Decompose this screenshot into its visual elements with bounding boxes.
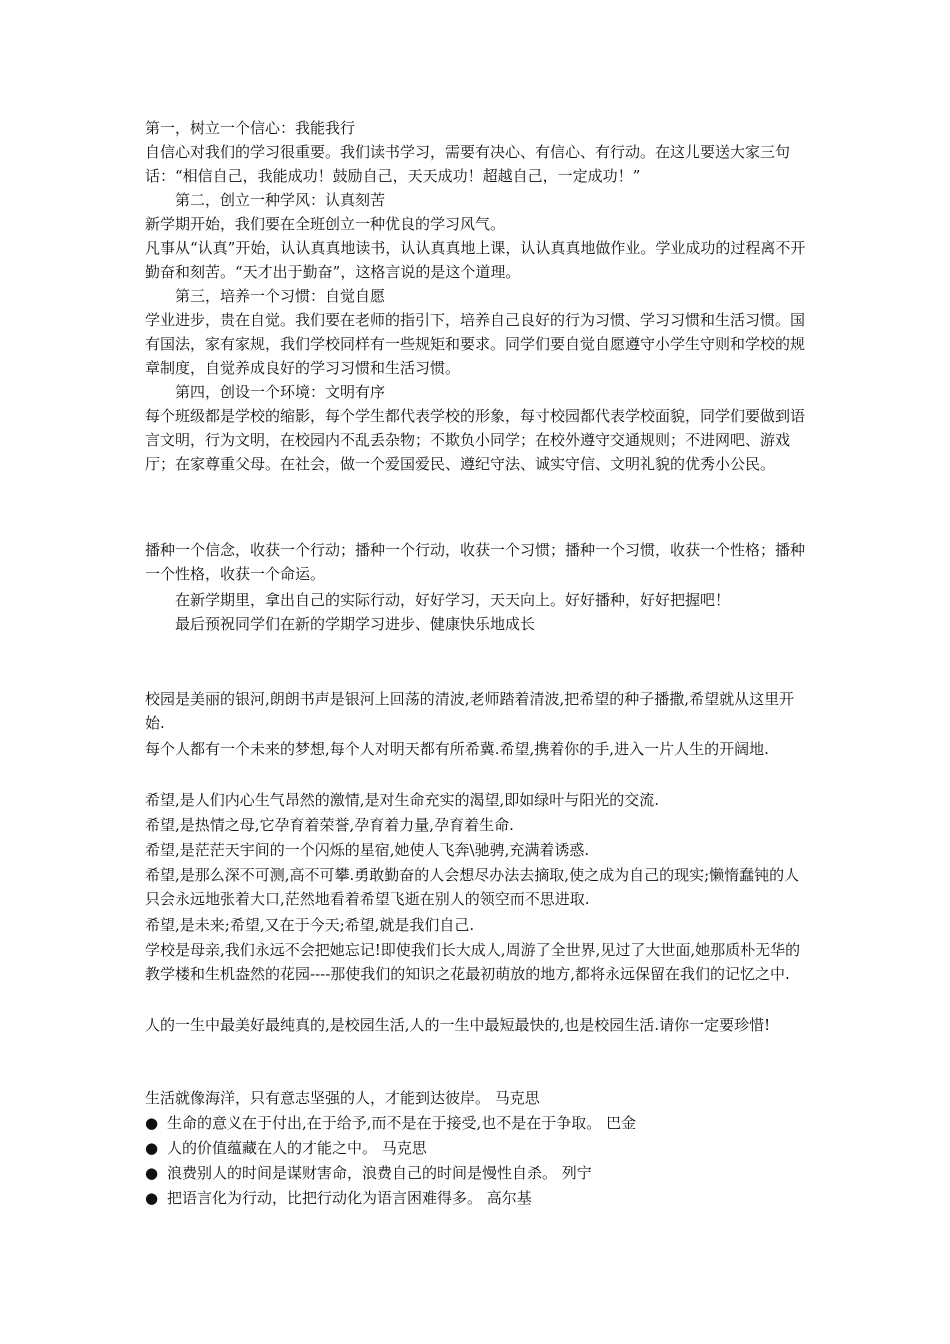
quote-intro: 生活就像海洋，只有意志坚强的人，才能到达彼岸。 马克思 xyxy=(145,1089,540,1107)
bullet-icon: ● xyxy=(145,1139,159,1157)
quote-text: 浪费别人的时间是谋财害命，浪费自己的时间是慢性自杀。 列宁 xyxy=(167,1164,592,1182)
paragraph-study-style: 凡事从“认真”开始，认认真真地读书，认认真真地上课，认认真真地做作业。学业成功的过程离不开勤奋和刻苦。“天才出于勤奋”，这格言说的是这个道理。 xyxy=(145,239,806,281)
quote-text: 人的价值蕴藏在人的才能之中。 马克思 xyxy=(167,1139,427,1157)
quote-item xyxy=(145,1186,825,1210)
paragraph-hope-passion: 希望,是人们内心生气昂然的激情,是对生命充实的渴望,即如绿叶与阳光的交流. xyxy=(145,791,660,809)
paragraph-school-mother: 学校是母亲,我们永远不会把她忘记!即使我们长大成人,周游了全世界,见过了大世面,她那质朴无华的教学楼和生机盎然的花园----那使我们的知识之花最初萌放的地方,都将永远保留在我们的记忆之中. xyxy=(145,941,801,983)
bullet-icon: ● xyxy=(145,1164,159,1182)
quote-item xyxy=(145,1161,825,1185)
quote-text: 生命的意义在于付出,在于给予,而不是在于接受,也不是在于争取。 巴金 xyxy=(167,1114,637,1132)
paragraph-confidence: 自信心对我们的学习很重要。我们读书学习，需要有决心、有信心、有行动。在这儿要送大家三句话：“相信自己，我能成功！鼓励自己，天天成功！超越自己，一定成功！” xyxy=(145,143,791,185)
paragraph-habit: 学业进步，贵在自觉。我们要在老师的指引下，培养自己良好的行为习惯、学习习惯和生活习惯。国有国法，家有家规，我们学校同样有一些规矩和要求。同学们要自觉自愿遵守小学生守则和学校的规章制度，自觉养成良好的学习习惯和生活习惯。 xyxy=(145,311,806,377)
paragraph-hope-mother: 希望,是热情之母,它孕育着荣誉,孕育着力量,孕育着生命. xyxy=(145,816,514,834)
heading-habit: 第三，培养一个习惯：自觉自愿 xyxy=(175,287,386,305)
heading-environment: 第四，创设一个环境：文明有序 xyxy=(175,383,386,401)
bullet-icon: ● xyxy=(145,1114,159,1132)
quote-item xyxy=(145,1136,825,1160)
paragraph-hope-future: 希望,是未来;希望,又在于今天;希望,就是我们自己. xyxy=(145,916,475,934)
bullet-icon: ● xyxy=(145,1189,159,1207)
paragraph-action: 在新学期里，拿出自己的实际行动，好好学习，天天向上。好好播种，好好把握吧！ xyxy=(175,591,731,609)
paragraph-cherish: 人的一生中最美好最纯真的,是校园生活,人的一生中最短最快的,也是校园生活.请你一定要珍惜! xyxy=(145,1016,771,1034)
paragraph-campus-galaxy: 校园是美丽的银河,朗朗书声是银河上回荡的清波,老师踏着清波,把希望的种子播撒,希望就从这里开始. xyxy=(145,690,795,732)
quote-text: 把语言化为行动，比把行动化为语言困难得多。 高尔基 xyxy=(167,1189,532,1207)
heading-confidence: 第一，树立一个信心：我能我行 xyxy=(145,119,356,137)
heading-study-style: 第二，创立一种学风：认真刻苦 xyxy=(175,191,386,209)
paragraph-environment: 每个班级都是学校的缩影，每个学生都代表学校的形象，每寸校园都代表学校面貌，同学们要做到语言文明，行为文明，在校园内不乱丢杂物；不欺负小同学；在校外遵守交通规则；不进网吧、游戏厅；在家尊重父母。在社会，做一个爱国爱民、遵纪守法、诚实守信、文明礼貌的优秀小公民。 xyxy=(145,407,806,473)
paragraph-hope-deep: 希望,是那么深不可测,高不可攀.勇敢勤奋的人会想尽办法去摘取,使之成为自己的现实;懒惰蠢钝的人只会永远地张着大口,茫然地看着希望飞逝在别人的领空而不思进取. xyxy=(145,866,800,908)
paragraph-study-style-intro: 新学期开始，我们要在全班创立一种优良的学习风气。 xyxy=(145,215,506,233)
paragraph-sow: 播种一个信念，收获一个行动；播种一个行动，收获一个习惯；播种一个习惯，收获一个性格；播种一个性格，收获一个命运。 xyxy=(145,541,806,583)
quote-item xyxy=(145,1111,825,1135)
paragraph-wishes: 最后预祝同学们在新的学期学习进步、健康快乐地成长 xyxy=(175,615,536,633)
paragraph-dream: 每个人都有一个未来的梦想,每个人对明天都有所希冀.希望,携着你的手,进入一片人生的开阔地. xyxy=(145,740,769,758)
paragraph-hope-star: 希望,是茫茫天宇间的一个闪烁的星宿,她使人飞奔\驰骋,充满着诱惑. xyxy=(145,841,590,859)
